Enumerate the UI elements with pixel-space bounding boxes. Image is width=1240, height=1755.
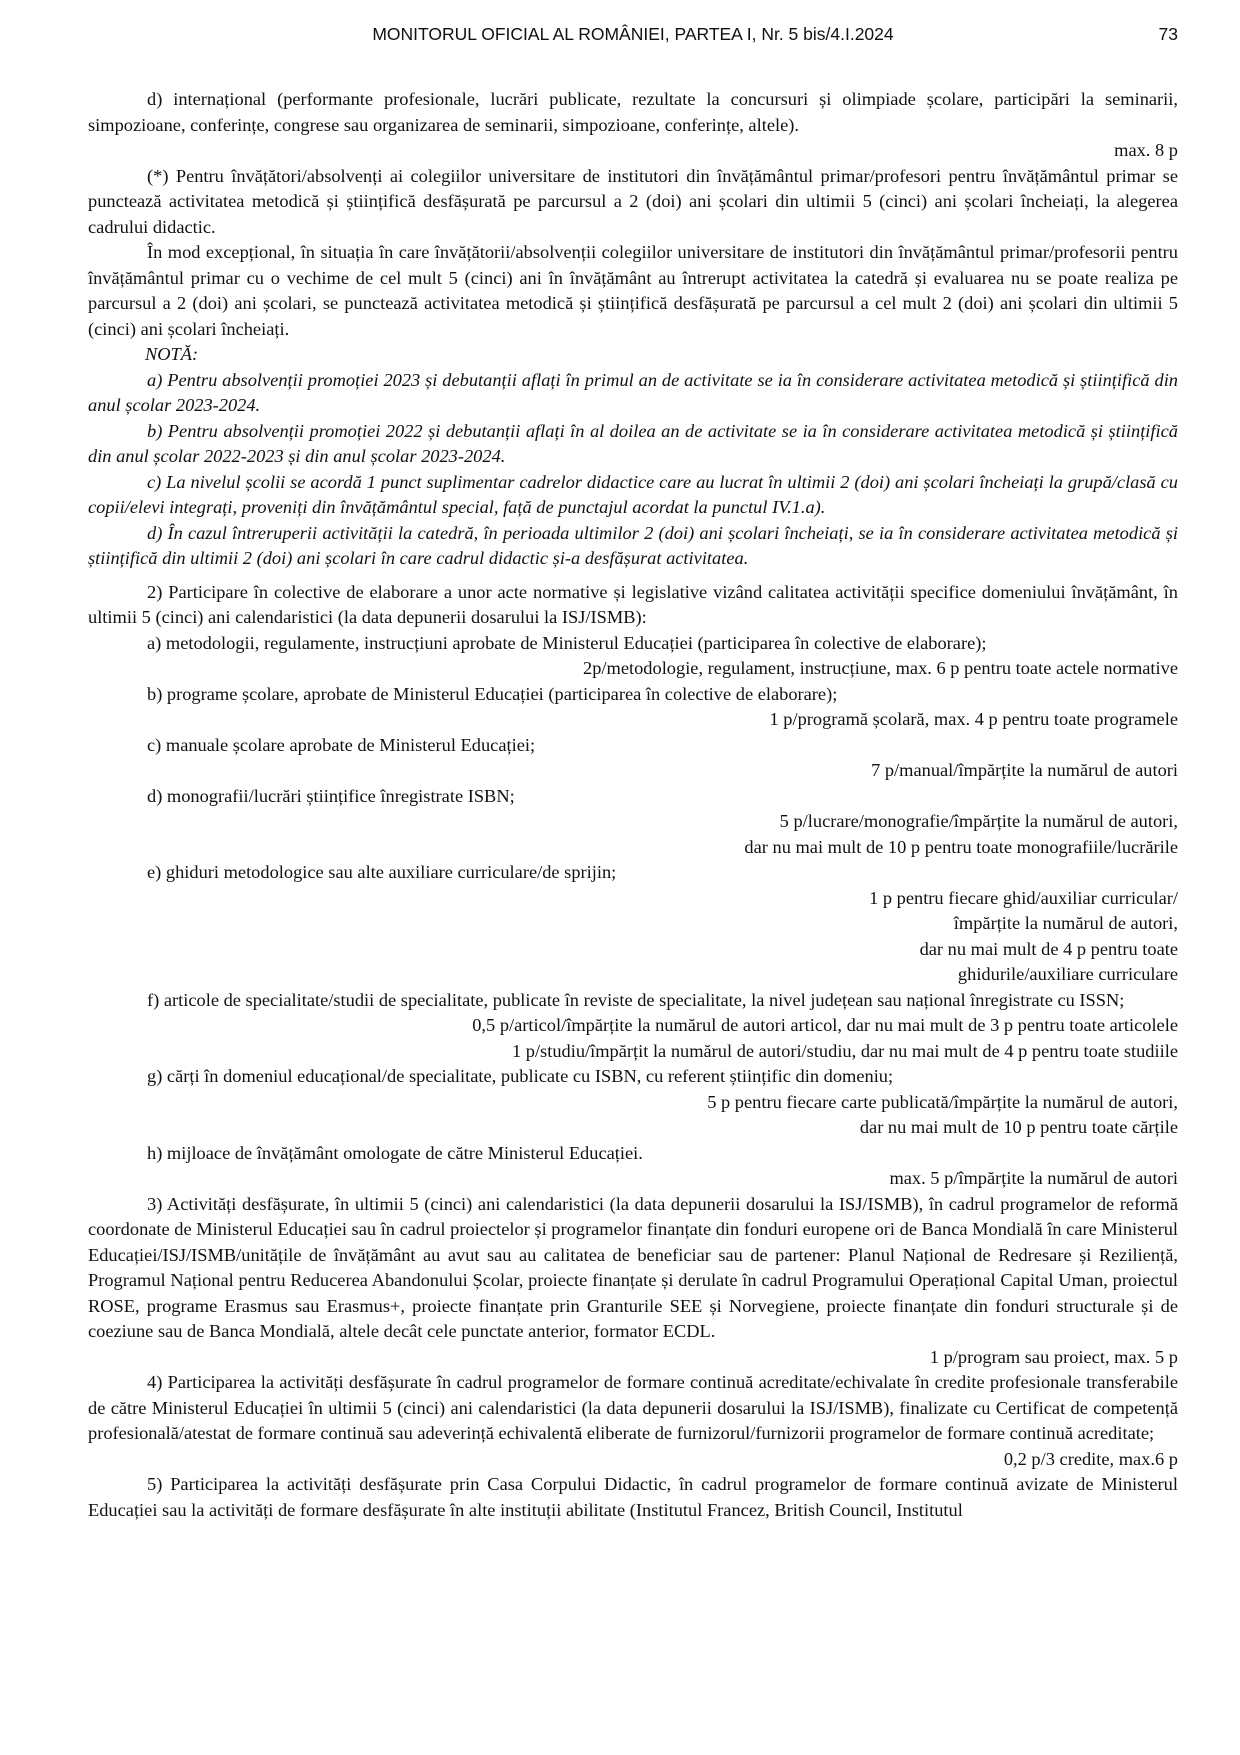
publication-title: MONITORUL OFICIAL AL ROMÂNIEI, PARTEA I, Nr. 5 bis/4.I.2024: [372, 24, 894, 44]
score-4: 0,2 p/3 credite, max.6 p: [1003, 1448, 1178, 1469]
score-2e-line4: ghidurile/auxiliare curriculare: [957, 964, 1178, 984]
paragraph-asterisk-note: (*) Pentru învățători/absolvenți ai colegiilor universitare de institutori din învățământul primar/profesori pentru învățământul primar se punctează activitatea metodică și științifică desfășurată pe parcursul a 2 (doi) ani școlari din ultimii 5 (cinci) ani școlari încheiați, la alegerea cadrului didactic.: [88, 165, 1178, 237]
page-header: [88, 22, 1178, 48]
item-2a: a) metodologii, regulamente, instrucțiuni aprobate de Ministerul Educației (participarea în colective de elaborare);: [147, 632, 987, 653]
score-3: 1 p/program sau proiect, max. 5 p: [929, 1346, 1178, 1367]
score-2f-line2: 1 p/studiu/împărțit la numărul de autori/studiu, dar nu mai mult de 4 p pentru toate studiile: [511, 1040, 1178, 1061]
item-2f: f) articole de specialitate/studii de specialitate, publicate în reviste de specialitate, la nivel județean sau național înregistrate cu ISSN;: [147, 989, 1125, 1010]
score-2g-line2: dar nu mai mult de 10 p pentru toate cărțile: [859, 1117, 1178, 1137]
item-2b: b) programe școlare, aprobate de Ministerul Educației (participarea în colective de elaborare);: [147, 683, 838, 704]
score-2e-line1: 1 p pentru fiecare ghid/auxiliar curricular/: [869, 887, 1178, 908]
item-2g: g) cărți în domeniul educațional/de specialitate, publicate cu ISBN, cu referent științific din domeniu;: [147, 1066, 894, 1086]
nota-item-c: c) La nivelul școlii se acordă 1 punct suplimentar cadrelor didactice care au lucrat în ultimii 2 (doi) ani școlari încheiați la grupă/clasă cu copii/elevi integrați, proveniți din învățământul special, față de punctajul acordat la punctul IV.1.a).: [88, 471, 1178, 517]
nota-item-a: a) Pentru absolvenții promoției 2023 și debutanții aflați în primul an de activitate se ia în considerare activitatea metodică și științifică din anul școlar 2023-2024.: [88, 369, 1178, 415]
score-2d-line2: dar nu mai mult de 10 p pentru toate monografiile/lucrările: [744, 836, 1178, 857]
score-2e-line2: împărțite la numărul de autori,: [953, 913, 1178, 933]
page-number: 73: [1158, 24, 1178, 44]
score-2d-line1: 5 p/lucrare/monografie/împărțite la numărul de autori,: [779, 811, 1178, 831]
score-2b: 1 p/programă școlară, max. 4 p pentru toate programele: [769, 709, 1178, 729]
document-body: [88, 87, 1178, 1523]
paragraph-d-international: d) internațional (performante profesionale, lucrări publicate, rezultate la concursuri și olimpiade școlare, participări la seminarii, simpozioane, conferințe, congrese sau organizarea de seminarii, simpozioane, conferințe, altele).: [88, 89, 1178, 135]
item-2e: e) ghiduri metodologice sau alte auxiliare curriculare/de sprijin;: [147, 862, 617, 882]
score-2f-line1: 0,5 p/articol/împărțite la numărul de autori articol, dar nu mai mult de 3 p pentru toate articolele: [472, 1015, 1178, 1035]
score-2g-line1: 5 p pentru fiecare carte publicată/împărțite la numărul de autori,: [707, 1091, 1178, 1112]
item-2c: c) manuale școlare aprobate de Ministerul Educației;: [147, 734, 536, 755]
item-2d: d) monografii/lucrări științifice înregistrate ISBN;: [147, 785, 515, 806]
score-2a: 2p/metodologie, regulament, instrucțiune, max. 6 p pentru toate actele normative: [583, 658, 1178, 678]
paragraph-3: 3) Activități desfășurate, în ultimii 5 (cinci) ani calendaristici (la data depunerii dosarului la ISJ/ISMB), în cadrul programelor de reformă coordonate de Ministerul Educației sau în cadrul proiectelor și programelor finanțate din fonduri europene ori de Banca Mondială în care Ministerul Educației/ISJ/ISMB/unitățile de învățământ au avut sau au calitatea de beneficiar sau de partener: Planul Național de Redresare și Reziliență, Programul Național pentru Reducerea Abandonului Școlar, proiecte finanțate și derulate în cadrul Programului Operațional Capital Uman, proiectul ROSE, programe Erasmus sau Erasmus+, proiecte finanțate prin Granturile SEE și Norvegiene, proiecte finanțate din fonduri structurale și de coeziune sau de Banca Mondială, altele decât cele punctate anterior, formator ECDL.: [88, 1193, 1178, 1341]
item-2h: h) mijloace de învățământ omologate de către Ministerul Educației.: [147, 1142, 643, 1163]
score-max-8p: max. 8 p: [1114, 140, 1178, 160]
score-2e-line3: dar nu mai mult de 4 p pentru toate: [919, 938, 1178, 959]
score-2h: max. 5 p/împărțite la numărul de autori: [889, 1168, 1178, 1188]
score-2c: 7 p/manual/împărțite la numărul de autori: [871, 760, 1178, 780]
paragraph-5: 5) Participarea la activități desfășurate prin Casa Corpului Didactic, în cadrul programelor de formare continuă avizate de Ministerul Educației sau la activități de formare desfășurate în alte instituții abilitate (Institutul Francez, British Council, Institutul: [88, 1474, 1178, 1520]
nota-item-d: d) În cazul întreruperii activității la catedră, în perioada ultimilor 2 (doi) ani școlari încheiați, se ia în considerare activitatea metodică și științifică din ultimii 2 (doi) ani școlari în care cadrul didactic și-a desfășurat activitatea.: [88, 522, 1178, 568]
paragraph-exceptional: În mod excepțional, în situația în care învățătorii/absolvenții colegiilor universitare de institutori din învățământul primar/profesorii pentru învățământul primar cu o vechime de cel mult 5 (cinci) ani în învățământ au întrerupt activitatea la catedră și evaluarea nu se poate realiza pe parcursul a 2 (doi) ani școlari, se punctează activitatea metodică și științifică desfășurată pe parcursul a cel mult 2 (doi) ani școlari din ultimii 5 (cinci) ani școlari încheiați.: [88, 242, 1178, 339]
paragraph-4: 4) Participarea la activități desfășurate în cadrul programelor de formare continuă acreditate/echivalate în credite profesionale transferabile de către Ministerul Educației în ultimii 5 (cinci) ani calendaristici (la data depunerii dosarului la ISJ/ISMB), finalizate cu Certificat de competență profesională/atestat de formare continuă sau adeverință echivalentă eliberate de furnizorul/furnizorii programelor de formare continuă acreditate;: [88, 1372, 1178, 1443]
nota-item-b: b) Pentru absolvenții promoției 2022 și debutanții aflați în al doilea an de activitate se ia în considerare activitatea metodică și științifică din anul școlar 2022-2023 și din anul școlar 2023-2024.: [88, 420, 1178, 466]
nota-heading: NOTĂ:: [145, 344, 199, 364]
paragraph-2: 2) Participare în colective de elaborare a unor acte normative și legislative vizând calitatea activității specifice domeniului învățământ, în ultimii 5 (cinci) ani calendaristici (la data depunerii dosarului la ISJ/ISMB):: [88, 581, 1178, 627]
